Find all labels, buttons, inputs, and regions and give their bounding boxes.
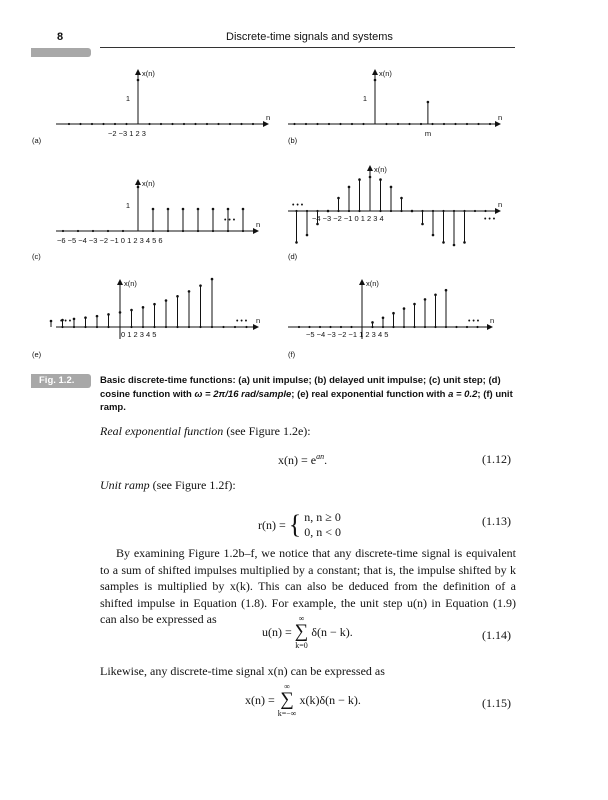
axis-dot (489, 123, 491, 125)
stem-head (199, 284, 202, 287)
axis-dot (454, 123, 456, 125)
axis-dot (484, 210, 486, 212)
ticks-e: 0 1 2 3 4 5 (121, 330, 157, 339)
stem-head (392, 312, 395, 315)
equation-1-13: r(n) = { n, n ≥ 0 0, n < 0 (258, 510, 342, 539)
stem-head (382, 317, 385, 320)
panel-label-b: (b) (288, 136, 298, 145)
axis-dot (319, 326, 321, 328)
panel-label-e: (e) (32, 350, 42, 359)
y-label-b: x(n) (379, 69, 392, 78)
ellipsis-c: • • • (224, 217, 236, 224)
exp-heading: Real exponential function (100, 424, 224, 438)
axis-dot (197, 230, 199, 232)
stem-head (358, 178, 361, 181)
axis-dot (91, 123, 93, 125)
axis-dot (350, 326, 352, 328)
stem-head (137, 186, 140, 189)
stem-head (119, 311, 122, 314)
axis-dot (382, 326, 384, 328)
n-label-b: n (498, 113, 503, 122)
ellipsis-e: • • • (236, 318, 248, 325)
stem-head (242, 208, 245, 211)
axis-dot (199, 326, 201, 328)
stem-head (316, 223, 319, 226)
likewise-text: Likewise, any discrete-time signal x(n) can be expressed as (100, 664, 385, 678)
axis-dot (424, 326, 426, 328)
axis-dot (222, 326, 224, 328)
axis-dot (339, 123, 341, 125)
equation-1-12: $x(n) = e^{an}$. (278, 452, 328, 467)
stem-head (424, 298, 427, 301)
axis-dot (171, 123, 173, 125)
axis-dot (397, 123, 399, 125)
axis-dot (77, 230, 79, 232)
axis-dot (421, 210, 423, 212)
axis-dot (371, 326, 373, 328)
axis-dot (182, 230, 184, 232)
axis-dot (125, 123, 127, 125)
stem-head (176, 295, 179, 298)
stem-head (379, 178, 382, 181)
axis-dot (351, 123, 353, 125)
axis-dot (466, 123, 468, 125)
axis-dot (92, 230, 94, 232)
axis-dot (337, 210, 339, 212)
axis-dot (408, 123, 410, 125)
axis-dot (477, 123, 479, 125)
stem-head (374, 79, 377, 82)
ramp-heading: Unit ramp (100, 478, 150, 492)
ticks-a: −2 −3 1 2 3 (108, 129, 146, 138)
stem-head (413, 303, 416, 306)
stem-head (211, 278, 214, 281)
stem-head (212, 208, 215, 211)
n-label-c: n (256, 220, 261, 229)
n-label-f: n (490, 316, 495, 325)
axis-dot (474, 210, 476, 212)
stem-head (403, 307, 406, 310)
stem-head (182, 208, 185, 211)
axis-dot (445, 326, 447, 328)
axis-dot (295, 210, 297, 212)
axis-dot (305, 123, 307, 125)
figure-label: Fig. 1.2. (31, 374, 91, 388)
y-label-f: x(n) (366, 279, 379, 288)
stem-head (427, 101, 430, 104)
axis-dot (443, 123, 445, 125)
ramp-intro: Unit ramp (see Figure 1.2f): (100, 478, 236, 492)
body-paragraph: By examining Figure 1.2b–f, we notice that any discrete-time signal is equivalent to a sum of shifted impulses multiplied by a constant; that is, the impulse shifted by k samples is multiplied by x(k). This can also be deduced from the definition of a shifted impulse in Equation (1.8). For example, the unit step u(n) in Equation (1.9) can also be expressed as (100, 546, 516, 626)
axis-dot (420, 123, 422, 125)
stem-head (73, 318, 76, 321)
stem-head (390, 186, 393, 189)
equation-1-14: u(n) = ∞ ∑ k=0 δ(n − k). (262, 614, 353, 650)
axis-dot (298, 326, 300, 328)
axis-dot (122, 230, 124, 232)
panel-label-d: (d) (288, 252, 298, 261)
stem-head (188, 290, 191, 293)
axis-dot (432, 210, 434, 212)
axis-dot (107, 326, 109, 328)
axis-dot (348, 210, 350, 212)
axis-dot (431, 123, 433, 125)
stem-head (434, 294, 437, 297)
equation-number-1-13: (1.13) (482, 514, 511, 528)
equation-number-1-15: (1.15) (482, 696, 511, 710)
axis-dot (107, 230, 109, 232)
stem-head (306, 234, 309, 237)
stem-head (348, 186, 351, 189)
stem-head (137, 79, 140, 82)
axis-dot (466, 326, 468, 328)
ellipsis-e: • • • (60, 318, 72, 325)
level-c: 1 (125, 201, 130, 210)
axis-dot (160, 123, 162, 125)
axis-dot (176, 326, 178, 328)
axis-dot (316, 123, 318, 125)
stem-head (445, 289, 448, 292)
axis-dot (240, 123, 242, 125)
n-label-a: n (266, 113, 271, 122)
axis-dot (434, 326, 436, 328)
axis-dot (188, 326, 190, 328)
stem-head (84, 316, 87, 319)
n-label-e: n (256, 316, 261, 325)
axis-dot (68, 123, 70, 125)
stem-head (337, 197, 340, 200)
stem-head (96, 315, 99, 318)
y-label-d: x(n) (374, 165, 387, 174)
stem-head (153, 303, 156, 306)
figure-caption: Basic discrete-time functions: (a) unit impulse; (b) delayed unit impulse; (c) unit step; (d) cosine function with ω = 2π/16 rad/sample; (e) real exponential function with a = 0.2; (f) unit ramp. (100, 375, 513, 413)
axis-dot (102, 123, 104, 125)
exp-intro: Real exponential function (see Figure 1.2e): (100, 424, 311, 438)
axis-dot (96, 326, 98, 328)
axis-dot (463, 210, 465, 212)
axis-dot (403, 326, 405, 328)
axis-dot (453, 210, 455, 212)
axis-dot (385, 123, 387, 125)
stem-head (432, 234, 435, 237)
axis-dot (252, 123, 254, 125)
ticks-f: −5 −4 −3 −2 −1 1 2 3 4 5 (306, 330, 389, 339)
ticks-d: −4 −3 −2 −1 0 1 2 3 4 (312, 214, 384, 223)
y-label-e: x(n) (124, 279, 137, 288)
axis-dot (227, 230, 229, 232)
stem-head (400, 197, 403, 200)
axis-dot (245, 326, 247, 328)
ellipsis-d: • • • (292, 202, 304, 209)
axis-dot (476, 326, 478, 328)
stem-head (442, 241, 445, 244)
stem-head (421, 223, 424, 226)
axis-dot (206, 123, 208, 125)
ticks-c: −6 −5 −4 −3 −2 −1 0 1 2 3 4 5 6 (57, 236, 163, 245)
ellipsis-d: • • • (484, 216, 496, 223)
marker-b: m (424, 129, 432, 138)
level-b: 1 (362, 94, 367, 103)
axis-dot (362, 123, 364, 125)
stem-head (411, 210, 414, 213)
axis-dot (153, 326, 155, 328)
axis-dot (329, 326, 331, 328)
equation-number-1-14: (1.14) (482, 628, 511, 642)
axis-dot (79, 123, 81, 125)
axis-dot (84, 326, 86, 328)
stem-head (227, 208, 230, 211)
axis-dot (211, 326, 213, 328)
level-a: 1 (125, 94, 130, 103)
figure-1-2 (0, 0, 608, 370)
axis-dot (400, 210, 402, 212)
axis-dot (229, 123, 231, 125)
stem-head (295, 241, 298, 244)
running-title: Discrete-time signals and systems (226, 31, 393, 43)
stem-head (50, 320, 53, 323)
axis-dot (217, 123, 219, 125)
panel-label-a: (a) (32, 136, 42, 145)
axis-dot (308, 326, 310, 328)
axis-dot (358, 210, 360, 212)
equation-number-1-12: (1.12) (482, 452, 511, 466)
axis-dot (392, 326, 394, 328)
axis-dot (73, 326, 75, 328)
axis-dot (242, 230, 244, 232)
stem-head (107, 313, 110, 316)
axis-dot (130, 326, 132, 328)
axis-dot (165, 326, 167, 328)
axis-dot (62, 230, 64, 232)
ellipsis-f: • • • (468, 318, 480, 325)
axis-dot (61, 326, 63, 328)
axis-dot (328, 123, 330, 125)
panel-label-f: (f) (288, 350, 296, 359)
axis-dot (340, 326, 342, 328)
axis-dot (234, 326, 236, 328)
stem-head (197, 208, 200, 211)
stem-head (152, 208, 155, 211)
axis-dot (142, 326, 144, 328)
axis-dot (316, 210, 318, 212)
axis-dot (167, 230, 169, 232)
stem-head (371, 321, 374, 324)
axis-dot (390, 210, 392, 212)
axis-dot (148, 123, 150, 125)
axis-dot (293, 123, 295, 125)
stem-head (327, 210, 330, 213)
axis-dot (306, 210, 308, 212)
axis-dot (194, 123, 196, 125)
stem-head (130, 309, 133, 312)
stem-head (463, 241, 466, 244)
y-label-c: x(n) (142, 179, 155, 188)
panel-label-c: (c) (32, 252, 41, 261)
axis-dot (212, 230, 214, 232)
axis-dot (114, 123, 116, 125)
axis-dot (442, 210, 444, 212)
stem-head (142, 306, 145, 309)
n-label-d: n (498, 200, 503, 209)
axis-dot (413, 326, 415, 328)
y-label-a: x(n) (142, 69, 155, 78)
axis-dot (455, 326, 457, 328)
stem-head (453, 244, 456, 247)
equation-1-15: x(n) = ∞ ∑ k=−∞ x(k)δ(n − k). (245, 682, 361, 718)
axis-dot (152, 230, 154, 232)
page-number: 8 (57, 31, 64, 43)
stem-head (369, 176, 372, 179)
stem-head (165, 299, 168, 302)
axis-dot (183, 123, 185, 125)
axis-dot (379, 210, 381, 212)
stem-head (167, 208, 170, 211)
